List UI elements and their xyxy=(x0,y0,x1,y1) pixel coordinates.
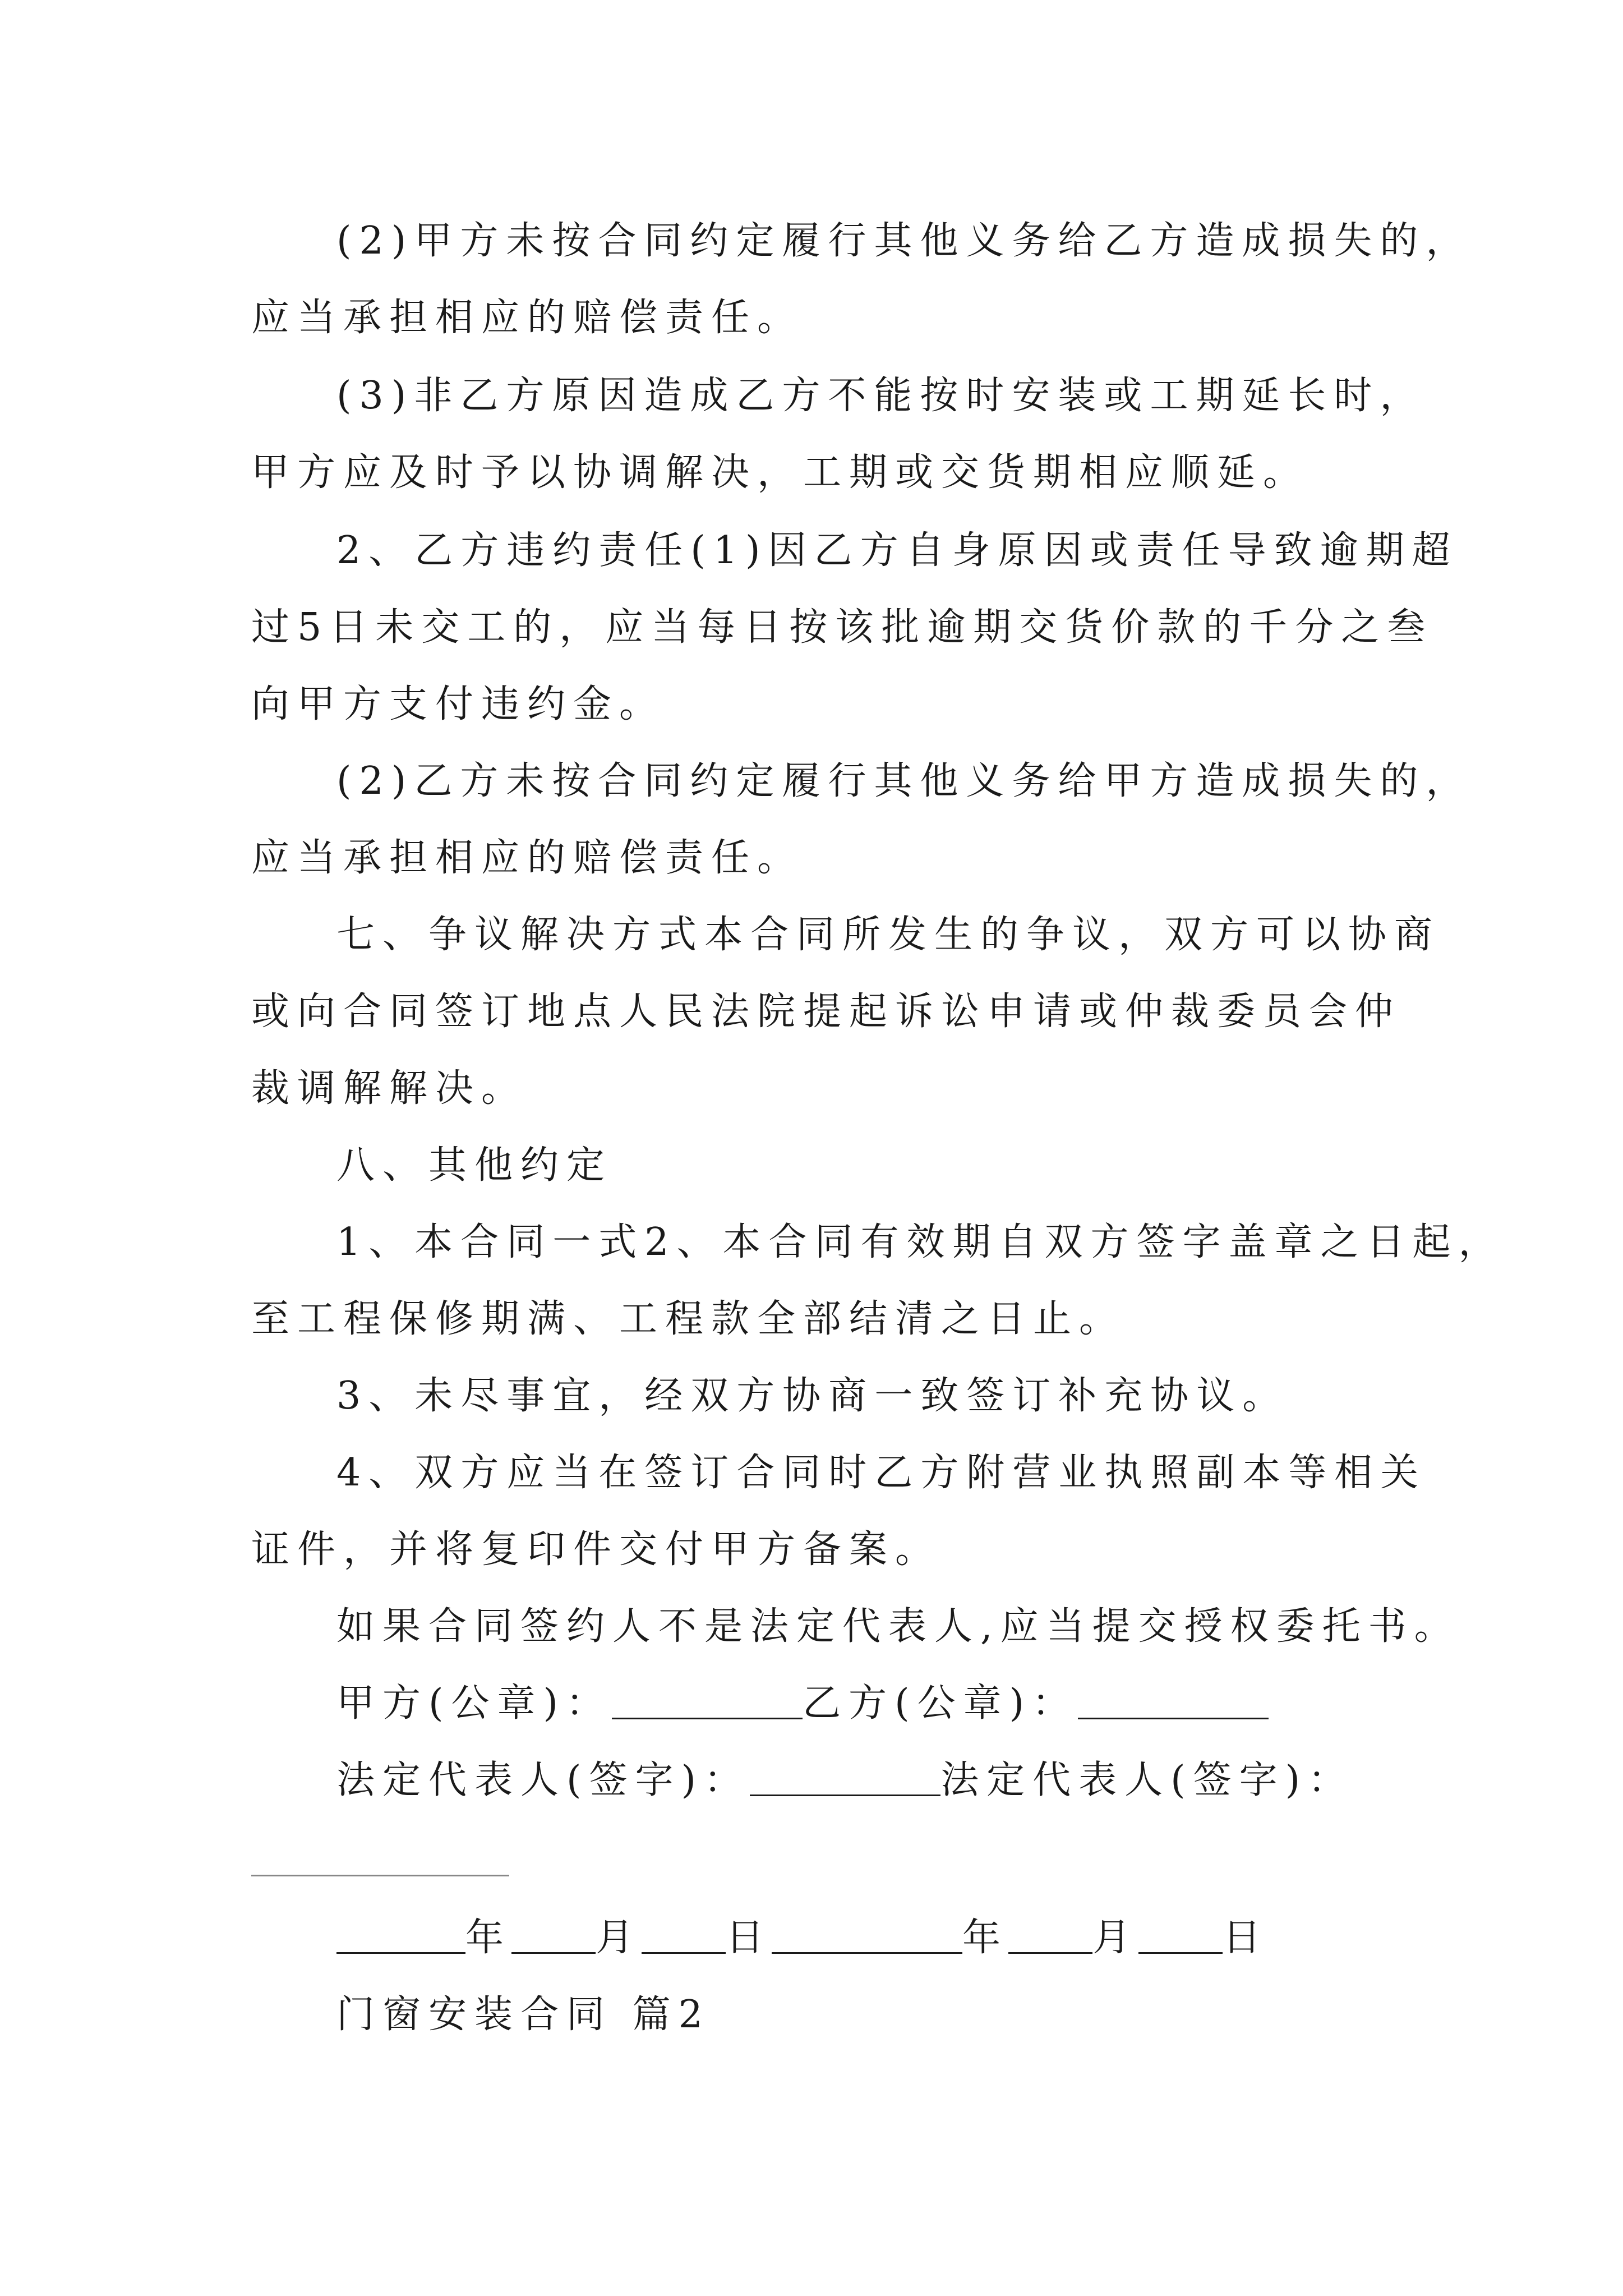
month-label: 月 xyxy=(596,1916,642,1960)
party-b-rep-label: 法定代表人(签字)： xyxy=(940,1758,1354,1802)
month-blank xyxy=(511,1918,596,1954)
party-a-rep-label: 法定代表人(签字)： xyxy=(336,1758,750,1802)
paragraph-line: 向甲方支付违约金。 xyxy=(251,682,666,726)
paragraph-line: 如果合同签约人不是法定代表人,应当提交授权委托书。 xyxy=(336,1604,1460,1649)
day-blank xyxy=(1138,1918,1223,1954)
paragraph-line: 2、乙方违约责任(1)因乙方自身原因或责任导致逾期超 xyxy=(336,528,1458,573)
paragraph-line: 甲方应及时予以协调解决，工期或交货期相应顺延。 xyxy=(251,450,1310,495)
paragraph-line: 或向合同签订地点人民法院提起诉讼申请或仲裁委员会仲 xyxy=(251,990,1401,1034)
party-b-seal-blank xyxy=(1078,1684,1269,1719)
paragraph-line: 裁调解解决。 xyxy=(251,1066,528,1111)
paragraph-line: 至工程保修期满、工程款全部结清之日止。 xyxy=(251,1297,1126,1341)
party-a-rep-blank xyxy=(750,1761,940,1796)
month-label: 月 xyxy=(1092,1916,1139,1960)
date-row xyxy=(336,1913,1269,1963)
section-heading: 八、其他约定 xyxy=(336,1143,613,1188)
month-blank xyxy=(1008,1918,1092,1954)
party-b-rep-blank xyxy=(251,1875,509,1876)
year-label: 年 xyxy=(962,1916,1009,1960)
party-a-seal-blank xyxy=(612,1684,803,1719)
paragraph-line: 应当承担相应的赔偿责任。 xyxy=(251,836,804,880)
paragraph-line: 4、双方应当在签订合同时乙方附营业执照副本等相关 xyxy=(336,1451,1427,1495)
party-b-seal-label: 乙方(公章)： xyxy=(803,1681,1078,1726)
paragraph-line: (2)甲方未按合同约定履行其他义务给乙方造成损失的， xyxy=(336,219,1472,263)
year-label: 年 xyxy=(465,1916,512,1960)
year-blank xyxy=(772,1918,962,1954)
paragraph-line: 七、争议解决方式本合同所发生的争议，双方可以协商 xyxy=(336,913,1441,957)
paragraph-line: (3)非乙方原因造成乙方不能按时安装或工期延长时， xyxy=(336,374,1426,418)
next-section-title: 门窗安装合同 篇2 xyxy=(336,1993,711,2037)
year-blank xyxy=(336,1918,465,1954)
paragraph-line: 过5日未交工的，应当每日按该批逾期交货价款的千分之叁 xyxy=(251,605,1433,650)
paragraph-line: 证件，并将复印件交付甲方备案。 xyxy=(251,1527,942,1572)
day-label: 日 xyxy=(1223,1916,1269,1960)
day-label: 日 xyxy=(726,1916,772,1960)
paragraph-line: (2)乙方未按合同约定履行其他义务给甲方造成损失的， xyxy=(336,759,1472,803)
party-a-seal-label: 甲方(公章)： xyxy=(336,1681,612,1726)
paragraph-line: 1、本合同一式2、本合同有效期自双方签字盖章之日起， xyxy=(336,1220,1505,1264)
seal-row xyxy=(336,1678,1269,1729)
paragraph-line: 3、未尽事宜，经双方协商一致签订补充协议。 xyxy=(336,1374,1289,1418)
day-blank xyxy=(642,1918,726,1954)
paragraph-line: 应当承担相应的赔偿责任。 xyxy=(251,296,804,340)
representative-row xyxy=(336,1755,1354,1806)
